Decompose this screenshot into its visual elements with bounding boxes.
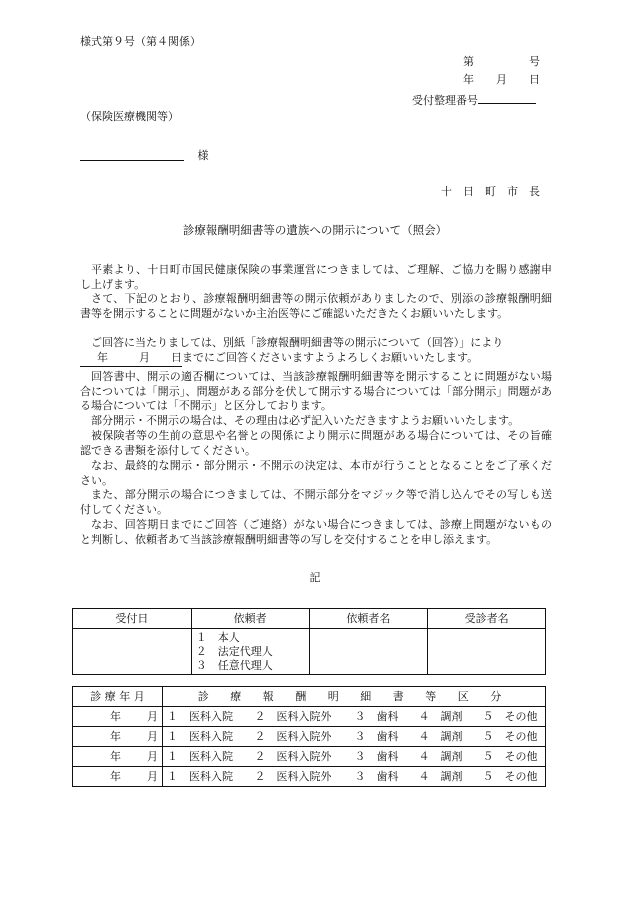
category-option: ３ 歯科 [351, 747, 415, 767]
patient-name-cell [428, 629, 546, 675]
year-label: 年 [110, 750, 121, 763]
deadline-year-blank: 年 [80, 351, 108, 367]
addressee-honorific: 様 [197, 149, 209, 162]
month-label: 月 [147, 750, 158, 763]
requester-option-2: ２ 法定代理人 [195, 645, 273, 658]
body-paragraph-3: ご回答に当たりましては、別紙「診療報酬明細書等の開示について（回答）」により [91, 336, 504, 349]
month-label: 月 [147, 770, 158, 783]
category-option: １ 医科入院 [163, 747, 251, 767]
treatment-header-category: 診 療 報 酬 明 細 書 等 区 分 [163, 687, 546, 707]
body-paragraph-2: さて、下記のとおり、診療報酬明細書等の開示依頼がありましたので、別添の診療報酬明細書等を開示することに問題がないか主治医等にご確認いただきたくお願いいたします。 [80, 292, 552, 320]
requester-options-cell [191, 629, 309, 675]
request-table-header-patient-name: 受診者名 [428, 609, 546, 629]
table-row [73, 727, 546, 747]
requester-option-3: ３ 任意代理人 [195, 659, 273, 672]
request-table-header-date: 受付日 [73, 609, 192, 629]
document-date-label: 年 月 日 [463, 73, 540, 86]
reception-number-field [478, 93, 536, 104]
month-label: 月 [147, 710, 158, 723]
page-title: 診療報酬明細書等の遺族への開示について（照会） [182, 223, 448, 237]
deadline-day-blank: 日 [150, 351, 182, 367]
body-paragraph-9: なお、回答期日までにご回答（ご連絡）がない場合につきましては、診療上問題がないものと判断し、依頼者あて当該診療報酬明細書等の写しを交付することを申し添えます。 [80, 518, 552, 546]
year-label: 年 [110, 710, 121, 723]
period-cell [73, 747, 163, 767]
addressee-line [80, 149, 209, 161]
table-row [73, 767, 546, 787]
reception-number [412, 93, 536, 106]
deadline-month-blank: 月 [108, 351, 150, 367]
reception-number-label: 受付整理番号 [412, 94, 478, 107]
category-option: ５ その他 [479, 747, 546, 767]
requester-name-cell [309, 629, 428, 675]
year-label: 年 [110, 730, 121, 743]
body-paragraph-8: また、部分開示の場合につきましては、不開示部分をマジック等で消し込んでその写しも送付してください。 [80, 488, 552, 516]
request-table [72, 608, 546, 675]
requester-option-1: １ 本人 [195, 631, 240, 644]
category-option: ２ 医科入院外 [251, 727, 351, 747]
body-paragraph-7: なお、最終的な開示・部分開示・不開示の決定は、本市が行うこととなることをご了承ください。 [80, 459, 552, 487]
table-row [73, 747, 546, 767]
category-option: ２ 医科入院外 [251, 707, 351, 727]
body-paragraph-4: 回答書中、開示の適否欄については、当該診療報酬明細書等を開示することに問題がない場合については「開示」、問題がある部分を伏して開示する場合については「部分開示」問題がある場合については「不開示」と区分しております。 [80, 370, 552, 412]
month-label: 月 [147, 730, 158, 743]
period-cell [73, 727, 163, 747]
form-id: 様式第９号（第４関係） [80, 35, 201, 48]
category-option: ５ その他 [479, 707, 546, 727]
category-option: １ 医科入院 [163, 707, 251, 727]
reception-date-cell [73, 629, 192, 675]
category-option: ４ 調剤 [415, 727, 479, 747]
body-paragraph-1: 平素より、十日町市国民健康保険の事業運営につきましては、ご理解、ご協力を賜り感謝申し上げます。 [80, 263, 552, 291]
request-table-header-requester-name: 依頼者名 [309, 609, 428, 629]
category-option: ３ 歯科 [351, 727, 415, 747]
category-option: ３ 歯科 [351, 767, 415, 787]
year-label: 年 [110, 770, 121, 783]
category-option: ２ 医科入院外 [251, 747, 351, 767]
category-option: ５ その他 [479, 727, 546, 747]
body-paragraph-5: 部分開示・不開示の場合は、その理由は必ず記入いただきますようお願いいたします。 [91, 414, 520, 427]
category-option: ２ 医科入院外 [251, 767, 351, 787]
body-paragraph-6: 被保険者等の生前の意思や名誉との関係により開示に問題がある場合については、その旨確認できる書類を添付してください。 [80, 429, 552, 457]
document-number-label: 第 号 [463, 55, 540, 68]
ki-heading: 記 [309, 571, 321, 584]
category-option: ４ 調剤 [415, 747, 479, 767]
deadline-text: までにご回答くださいますようよろしくお願いいたします。 [182, 351, 479, 364]
deadline-line [80, 351, 552, 367]
sender: 十 日 町 市 長 [441, 185, 540, 198]
treatment-header-period: 診 療 年 月 [73, 687, 163, 707]
category-option: ４ 調剤 [415, 707, 479, 727]
category-option: ５ その他 [479, 767, 546, 787]
request-table-header-requester: 依頼者 [191, 609, 309, 629]
period-cell [73, 707, 163, 727]
institution-label: （保険医療機関等） [80, 110, 179, 123]
treatment-table [72, 686, 546, 787]
category-option: １ 医科入院 [163, 767, 251, 787]
category-option: ３ 歯科 [351, 707, 415, 727]
category-option: ４ 調剤 [415, 767, 479, 787]
category-option: １ 医科入院 [163, 727, 251, 747]
addressee-name-field [80, 149, 184, 161]
period-cell [73, 767, 163, 787]
table-row [73, 707, 546, 727]
